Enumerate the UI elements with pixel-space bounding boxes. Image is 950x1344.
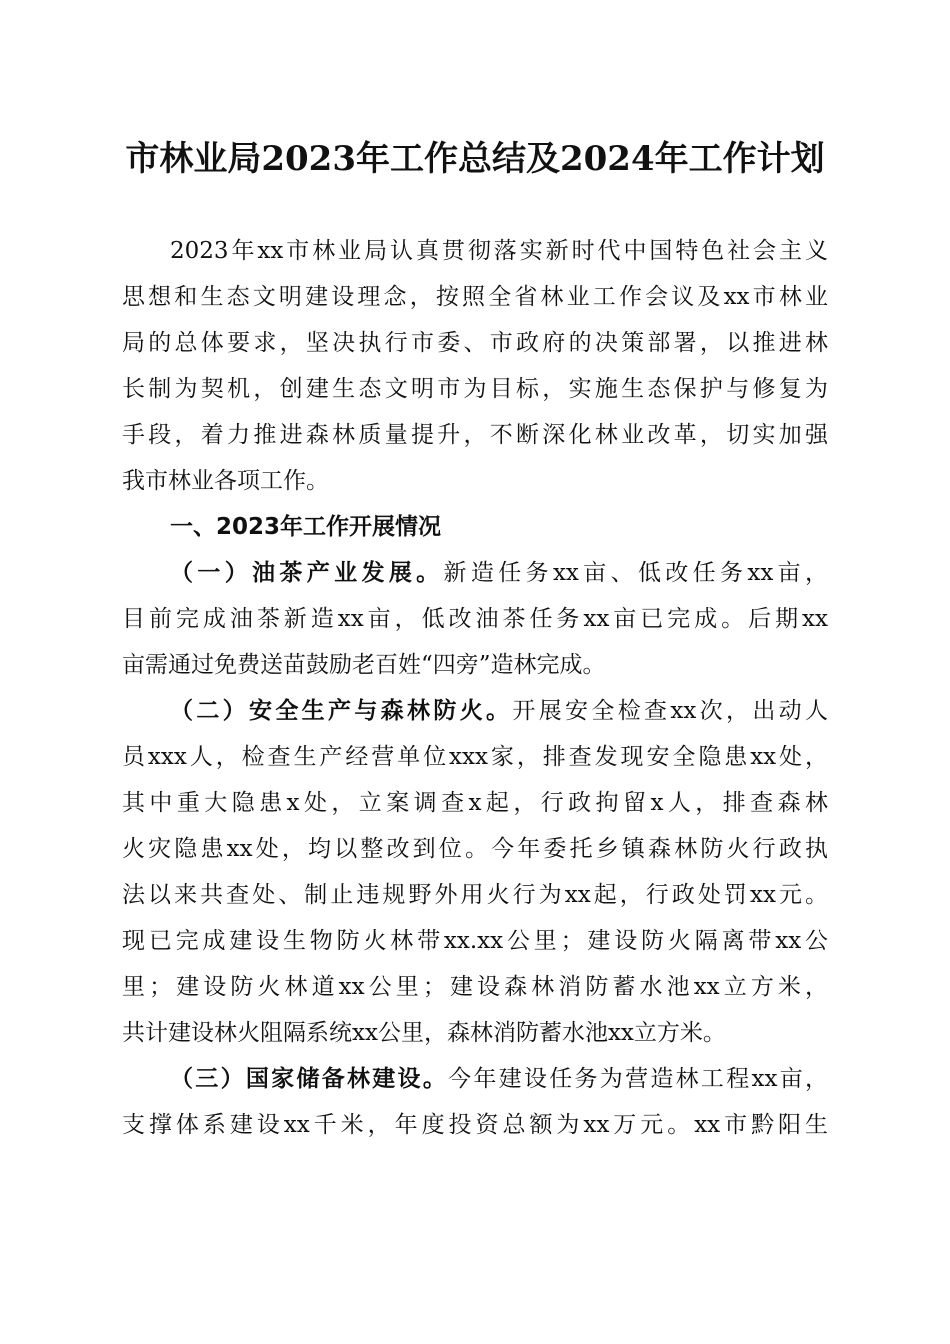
paragraph-line: 目前完成油茶新造xx亩，低改油茶任务xx亩已完成。后期xx <box>122 606 828 632</box>
paragraph-line: 2023年xx市林业局认真贯彻落实新时代中国特色社会主义 <box>170 238 828 264</box>
paragraph-line: 支撑体系建设xx千米，年度投资总额为xx万元。xx市黔阳生 <box>122 1112 828 1138</box>
paragraph-line: 员xxx人，检查生产经营单位xxx家，排查发现安全隐患xx处， <box>122 744 828 770</box>
paragraph-line: 共计建设林火阻隔系统xx公里，森林消防蓄水池xx立方米。 <box>122 1020 726 1046</box>
paragraph-line: 其中重大隐患x处，立案调查x起，行政拘留x人，排查森林 <box>122 790 828 816</box>
item-lead: （二）安全生产与森林防火。 <box>170 698 513 724</box>
paragraph-line: 局的总体要求，坚决执行市委、市政府的决策部署，以推进林 <box>122 330 828 356</box>
item-paragraph-reserve-forest <box>122 1056 828 1148</box>
paragraph-line <box>122 550 828 596</box>
paragraph-line: 火灾隐患xx处，均以整改到位。今年委托乡镇森林防火行政执 <box>122 836 828 862</box>
item-paragraph-oil-tea <box>122 550 828 688</box>
item-first-line-rest: 新造任务xx亩、低改任务xx亩， <box>443 560 828 586</box>
paragraph-line: 现已完成建设生物防火林带xx.xx公里；建设防火隔离带xx公 <box>122 928 828 954</box>
paragraph-line: 长制为契机，创建生态文明市为目标，实施生态保护与修复为 <box>122 376 828 402</box>
section-heading: 一、2023年工作开展情况 <box>170 514 442 540</box>
item-first-line-rest: 开展安全检查xx次，出动人 <box>512 698 828 724</box>
item-lead: （一）油茶产业发展。 <box>170 560 444 586</box>
item-lead: （三）国家储备林建设。 <box>170 1066 449 1092</box>
paragraph-line <box>122 1056 828 1102</box>
item-first-line-rest: 今年建设任务为营造林工程xx亩， <box>448 1066 828 1092</box>
paragraph-line: 手段，着力推进森林质量提升，不断深化林业改革，切实加强 <box>122 422 828 448</box>
item-paragraph-fire-safety <box>122 688 828 1056</box>
paragraph-line: 亩需通过免费送苗鼓励老百姓“四旁”造林完成。 <box>122 652 606 678</box>
intro-paragraph <box>122 228 828 504</box>
document-title: 市林业局2023年工作总结及2024年工作计划 <box>125 139 825 179</box>
paragraph-line: 里；建设防火林道xx公里；建设森林消防蓄水池xx立方米， <box>122 974 828 1000</box>
paragraph-line <box>122 688 828 734</box>
document-body <box>122 228 828 1148</box>
paragraph-line: 我市林业各项工作。 <box>122 468 329 494</box>
paragraph-line: 法以来共查处、制止违规野外用火行为xx起，行政处罚xx元。 <box>122 882 828 908</box>
paragraph-line: 思想和生态文明建设理念，按照全省林业工作会议及xx市林业 <box>122 284 828 310</box>
